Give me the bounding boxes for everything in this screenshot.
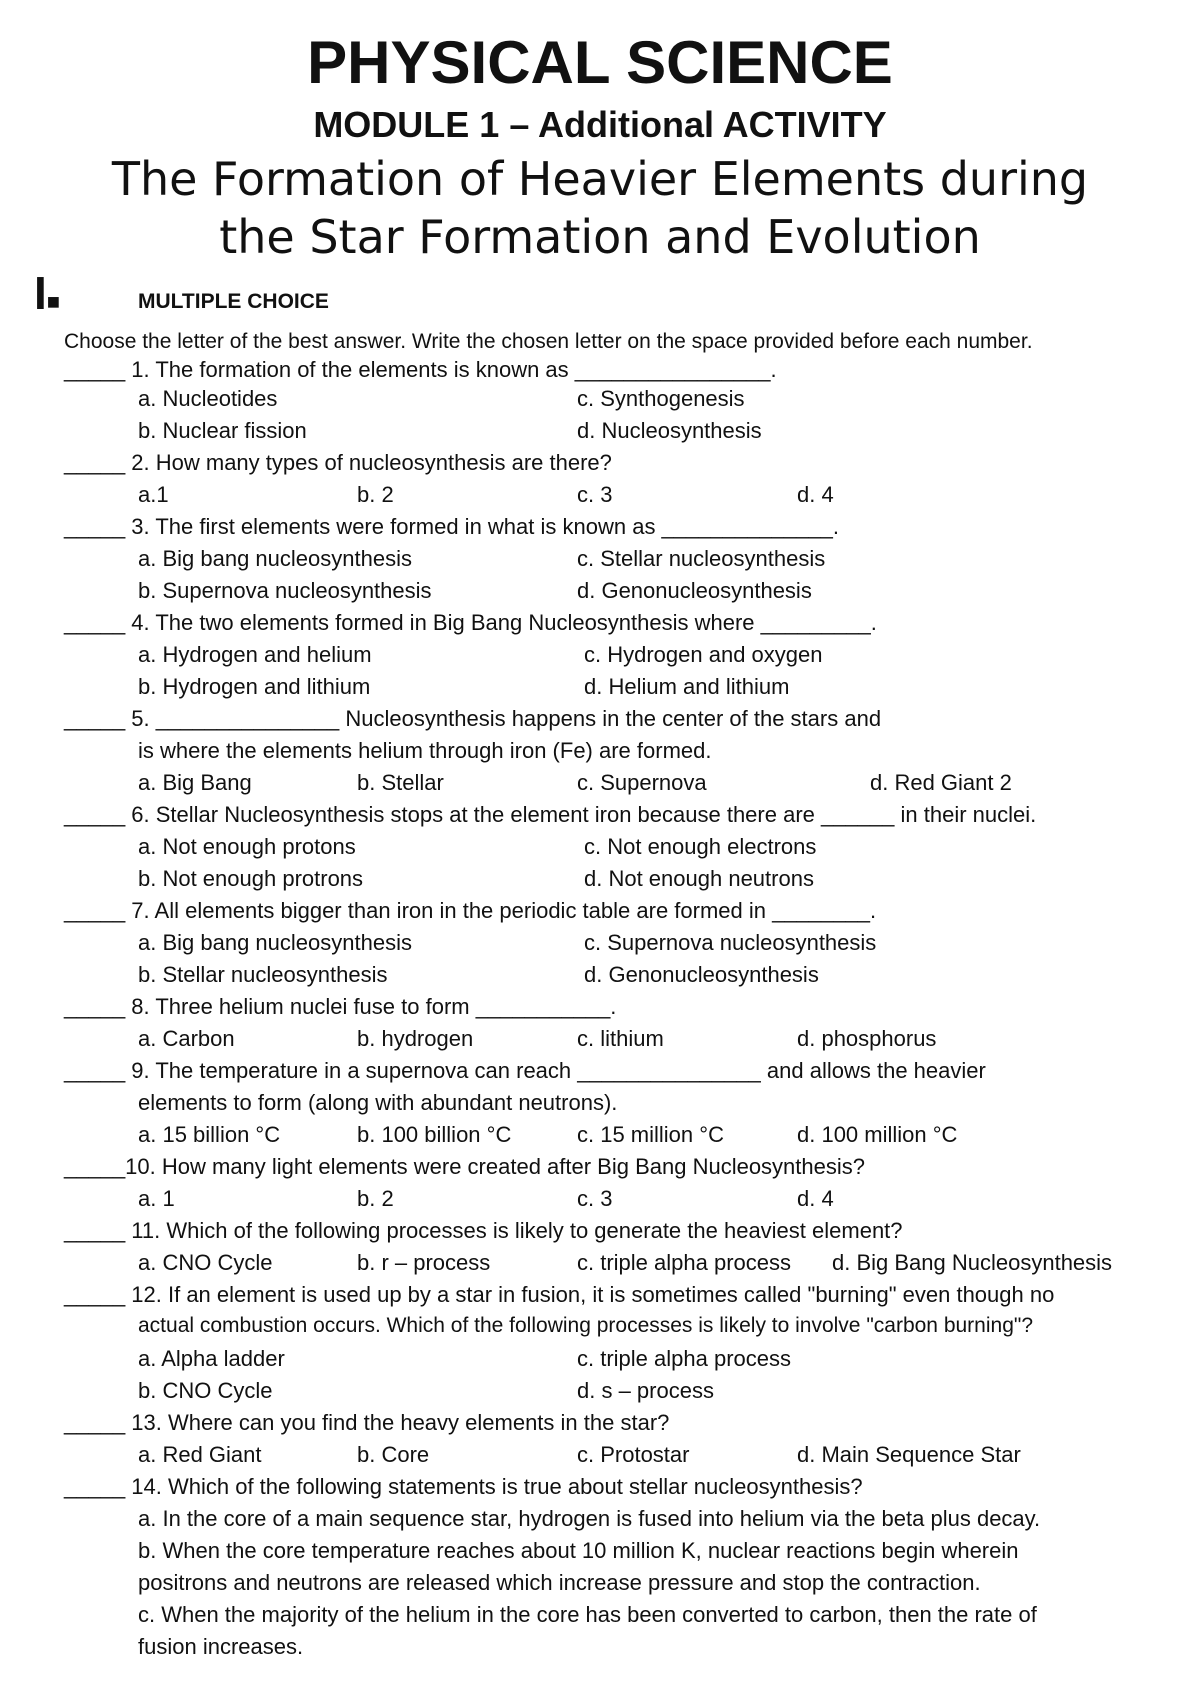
question-10-choice-d: d. 4 bbox=[797, 1186, 834, 1211]
section-numeral: I■ bbox=[34, 267, 61, 319]
question-8-stem: _____ 8. Three helium nuclei fuse to form ___________. bbox=[64, 994, 617, 1019]
question-11-choice-b: b. r – process bbox=[357, 1250, 491, 1275]
instruction-text: Choose the letter of the best answer. Write the chosen letter on the space provided before each number. bbox=[64, 330, 1033, 353]
question-10-stem: _____10. How many light elements were created after Big Bang Nucleosynthesis? bbox=[64, 1154, 866, 1179]
question-5-choice-d: d. Red Giant 2 bbox=[870, 770, 1012, 795]
question-3-choice-a: a. Big bang nucleosynthesis bbox=[138, 546, 412, 571]
question-11-choice-c: c. triple alpha process bbox=[577, 1250, 791, 1275]
question-7-stem: _____ 7. All elements bigger than iron in the periodic table are formed in ________. bbox=[64, 898, 877, 923]
question-11-choice-d: d. Big Bang Nucleosynthesis bbox=[832, 1250, 1113, 1275]
question-14-option-a: a. In the core of a main sequence star, hydrogen is fused into helium via the beta plus decay. bbox=[138, 1506, 1041, 1531]
question-3-choice-b: b. Supernova nucleosynthesis bbox=[138, 578, 432, 603]
question-8-choice-d: d. phosphorus bbox=[797, 1026, 937, 1051]
question-4-choice-b: b. Hydrogen and lithium bbox=[138, 674, 371, 699]
question-14-option-b: b. When the core temperature reaches about 10 million K, nuclear reactions begin wherein bbox=[138, 1538, 1019, 1563]
section-title: MULTIPLE CHOICE bbox=[138, 290, 329, 313]
question-3-choice-c: c. Stellar nucleosynthesis bbox=[577, 546, 826, 571]
question-2-stem: _____ 2. How many types of nucleosynthesis are there? bbox=[64, 450, 612, 475]
question-13-choice-b: b. Core bbox=[357, 1442, 430, 1467]
topic-title-line-2: the Star Formation and Evolution bbox=[219, 210, 981, 264]
question-14-option-c: c. When the majority of the helium in the core has been converted to carbon, then the rate of bbox=[138, 1602, 1037, 1627]
question-1-choice-b: b. Nuclear fission bbox=[138, 418, 307, 443]
question-2-choice-c: c. 3 bbox=[577, 482, 613, 507]
question-12-choice-a: a. Alpha ladder bbox=[138, 1346, 285, 1371]
question-13-choice-a: a. Red Giant bbox=[138, 1442, 262, 1467]
question-8-choice-c: c. lithium bbox=[577, 1026, 664, 1051]
document-title: PHYSICAL SCIENCE bbox=[307, 29, 893, 96]
question-1-choice-d: d. Nucleosynthesis bbox=[577, 418, 762, 443]
question-6-stem: _____ 6. Stellar Nucleosynthesis stops at the element iron because there are ______ in their nuclei. bbox=[64, 802, 1037, 827]
topic-title-line-1: The Formation of Heavier Elements during bbox=[111, 152, 1089, 206]
question-1-choice-a: a. Nucleotides bbox=[138, 386, 278, 411]
question-13-choice-d: d. Main Sequence Star bbox=[797, 1442, 1021, 1467]
question-14-stem: _____ 14. Which of the following statements is true about stellar nucleosynthesis? bbox=[64, 1474, 863, 1499]
question-5-stem: _____ 5. _______________ Nucleosynthesis happens in the center of the stars and bbox=[64, 706, 882, 731]
question-6-choice-a: a. Not enough protons bbox=[138, 834, 356, 859]
question-12-choice-d: d. s – process bbox=[577, 1378, 714, 1403]
question-4-choice-a: a. Hydrogen and helium bbox=[138, 642, 372, 667]
question-10-choice-a: a. 1 bbox=[138, 1186, 175, 1211]
question-8-choice-b: b. hydrogen bbox=[357, 1026, 474, 1051]
question-14-option-c-cont: fusion increases. bbox=[138, 1634, 304, 1659]
topic-title bbox=[0, 150, 1200, 266]
question-6-choice-c: c. Not enough electrons bbox=[584, 834, 817, 859]
question-3-stem: _____ 3. The first elements were formed in what is known as ______________. bbox=[64, 514, 839, 539]
question-10-choice-b: b. 2 bbox=[357, 1186, 394, 1211]
question-2-choice-a: a.1 bbox=[138, 482, 169, 507]
question-5-choice-a: a. Big Bang bbox=[138, 770, 252, 795]
question-9-choice-b: b. 100 billion °C bbox=[357, 1122, 512, 1147]
question-9-stem: _____ 9. The temperature in a supernova can reach _______________ and allows the heavier bbox=[64, 1058, 986, 1083]
question-9-choice-d: d. 100 million °C bbox=[797, 1122, 958, 1147]
question-8-choice-a: a. Carbon bbox=[138, 1026, 235, 1051]
question-9-choice-c: c. 15 million °C bbox=[577, 1122, 724, 1147]
question-4-stem: _____ 4. The two elements formed in Big Bang Nucleosynthesis where _________. bbox=[64, 610, 877, 635]
question-1-stem: _____ 1. The formation of the elements is known as ________________. bbox=[64, 357, 777, 382]
question-7-choice-d: d. Genonucleosynthesis bbox=[584, 962, 819, 987]
question-10-choice-c: c. 3 bbox=[577, 1186, 613, 1211]
question-12-stem-cont: actual combustion occurs. Which of the following processes is likely to involve "carbon burning"? bbox=[138, 1314, 1034, 1337]
question-7-choice-a: a. Big bang nucleosynthesis bbox=[138, 930, 412, 955]
question-3-choice-d: d. Genonucleosynthesis bbox=[577, 578, 812, 603]
question-6-choice-d: d. Not enough neutrons bbox=[584, 866, 814, 891]
question-4-choice-c: c. Hydrogen and oxygen bbox=[584, 642, 823, 667]
question-13-choice-c: c. Protostar bbox=[577, 1442, 690, 1467]
question-2-choice-d: d. 4 bbox=[797, 482, 834, 507]
question-5-choice-c: c. Supernova bbox=[577, 770, 707, 795]
question-5-stem-cont: is where the elements helium through iron (Fe) are formed. bbox=[138, 738, 712, 763]
question-4-choice-d: d. Helium and lithium bbox=[584, 674, 790, 699]
question-6-choice-b: b. Not enough protrons bbox=[138, 866, 364, 891]
question-9-stem-cont: elements to form (along with abundant neutrons). bbox=[138, 1090, 618, 1115]
question-12-choice-c: c. triple alpha process bbox=[577, 1346, 791, 1371]
module-subtitle: MODULE 1 – Additional ACTIVITY bbox=[313, 104, 887, 145]
question-13-stem: _____ 13. Where can you find the heavy elements in the star? bbox=[64, 1410, 670, 1435]
question-12-choice-b: b. CNO Cycle bbox=[138, 1378, 273, 1403]
question-7-choice-b: b. Stellar nucleosynthesis bbox=[138, 962, 388, 987]
question-14-option-b-cont: positrons and neutrons are released which increase pressure and stop the contraction. bbox=[138, 1570, 981, 1595]
question-12-stem: _____ 12. If an element is used up by a star in fusion, it is sometimes called "burning" even though no bbox=[64, 1282, 1055, 1307]
question-11-stem: _____ 11. Which of the following processes is likely to generate the heaviest element? bbox=[64, 1218, 903, 1243]
question-5-choice-b: b. Stellar bbox=[357, 770, 444, 795]
question-2-choice-b: b. 2 bbox=[357, 482, 394, 507]
question-1-choice-c: c. Synthogenesis bbox=[577, 386, 745, 411]
question-7-choice-c: c. Supernova nucleosynthesis bbox=[584, 930, 877, 955]
question-9-choice-a: a. 15 billion °C bbox=[138, 1122, 281, 1147]
question-11-choice-a: a. CNO Cycle bbox=[138, 1250, 273, 1275]
